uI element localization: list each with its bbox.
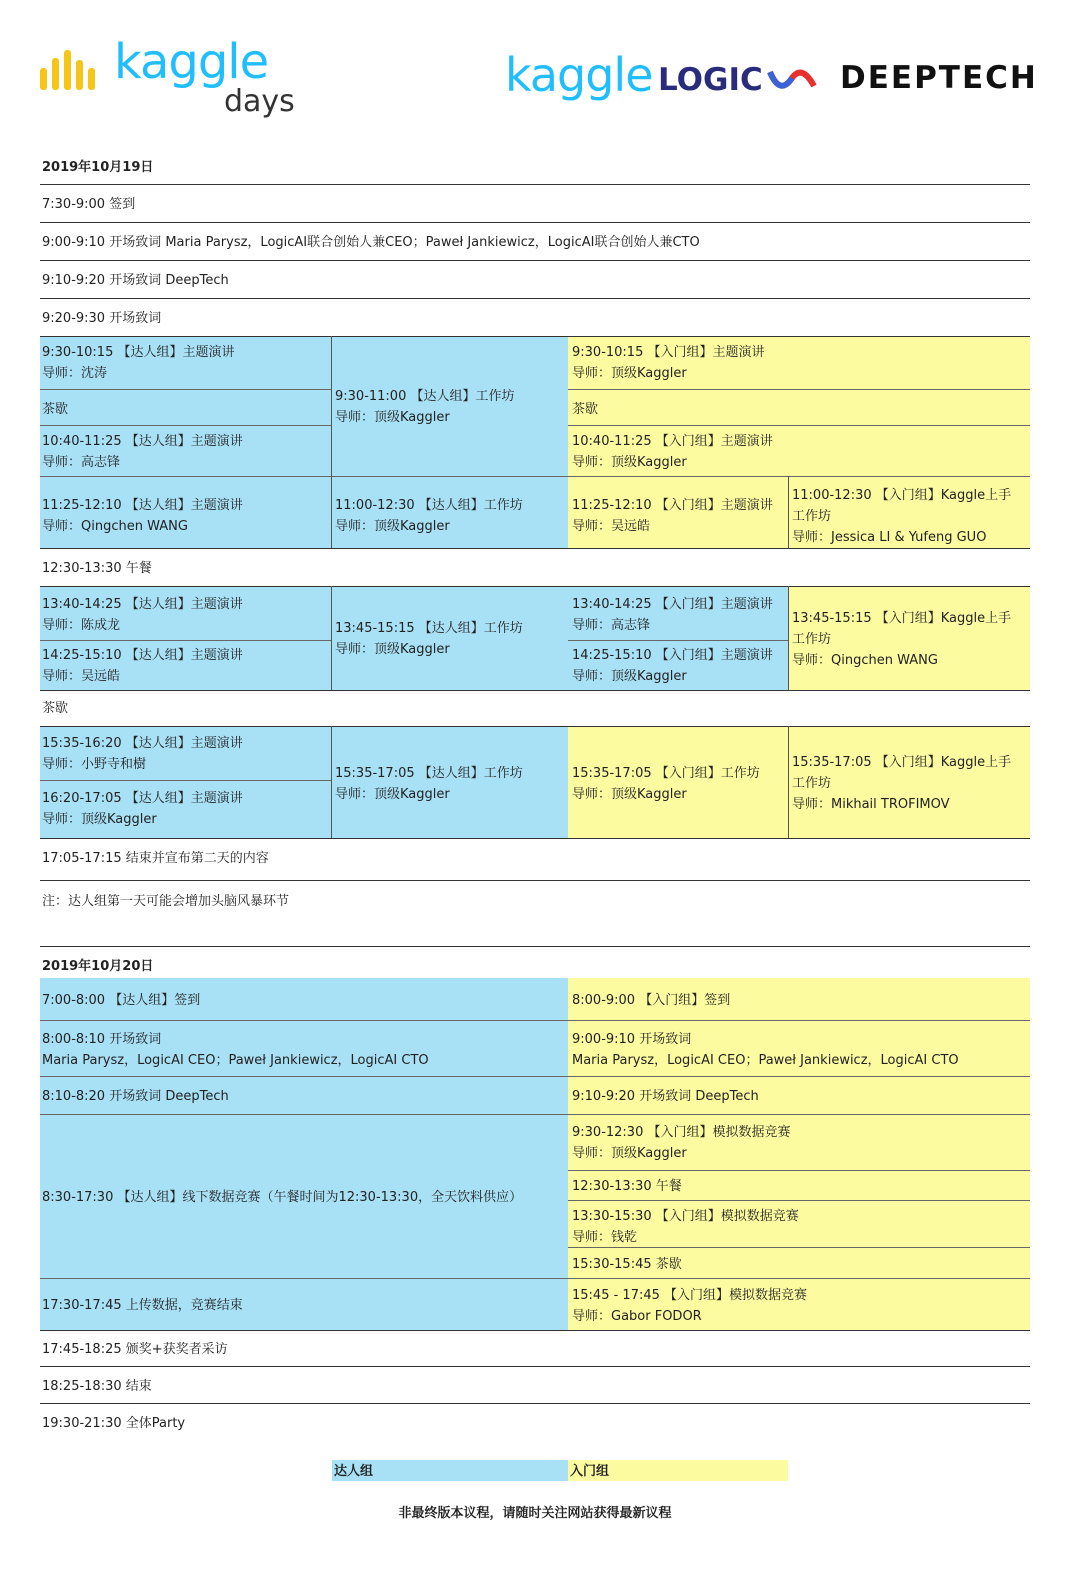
kaggle-days-logo — [36, 36, 306, 126]
day1-row-end: 17:05-17:15 结束并宣布第二天的内容 — [42, 851, 269, 866]
logicai-mark-icon — [766, 64, 818, 94]
day2-beginner-checkin: 8:00-9:00 【入门组】签到 — [572, 993, 731, 1008]
day1-expert-workshop-1: 9:30-11:00 【达人组】工作坊 导师：顶级Kaggler — [335, 389, 515, 425]
sponsor-deeptech-logo: DEEPTECH — [840, 60, 1038, 96]
day1-beginner-kaggle-3: 15:35-17:05 【入门组】Kaggle上手 工作坊 导师：Mikhail TROFIMOV — [792, 755, 1012, 812]
day2-beginner-competition-3: 15:45 - 17:45 【入门组】模拟数据竞赛 导师：Gabor FODOR — [572, 1288, 808, 1324]
day2-beginner-deeptech: 9:10-9:20 开场致词 DeepTech — [572, 1089, 759, 1104]
kaggle-days-wordmark: kaggle — [114, 34, 269, 90]
day2-row-awards: 17:45-18:25 颁奖+获奖者采访 — [42, 1342, 228, 1357]
day1-date: 2019年10月19日 — [42, 160, 154, 175]
day1-beginner-talk-4: 13:40-14:25 【入门组】主题演讲 导师：高志锋 — [572, 597, 773, 633]
day2-beginner-tea: 15:30-15:45 茶歇 — [572, 1257, 682, 1272]
day1-beginner-kaggle-2: 13:45-15:15 【入门组】Kaggle上手 工作坊 导师：Qingchen WANG — [792, 611, 1012, 668]
day1-row-opening: 9:20-9:30 开场致词 — [42, 311, 162, 326]
day1-beginner-workshop: 15:35-17:05 【入门组】工作坊 导师：顶级Kaggler — [572, 766, 760, 802]
day1-expert-workshop-4: 15:35-17:05 【达人组】工作坊 导师：顶级Kaggler — [335, 766, 523, 802]
day2-expert-upload: 17:30-17:45 上传数据，竞赛结束 — [42, 1298, 243, 1313]
day2-expert-opening: 8:00-8:10 开场致词 Maria Parysz，LogicAI CEO；Paweł Jankiewicz，LogicAI CTO — [42, 1032, 429, 1068]
day2-expert-competition: 8:30-17:30 【达人组】线下数据竞赛（午餐时间为12:30-13:30，全天饮料供应） — [42, 1190, 523, 1205]
legend-beginner: 入门组 — [568, 1460, 788, 1481]
kaggle-days-sub: days — [224, 84, 295, 119]
day1-expert-tea-1: 茶歇 — [42, 402, 69, 417]
day1-row-opening-deeptech: 9:10-9:20 开场致词 DeepTech — [42, 273, 229, 288]
day1-beginner-tea-1: 茶歇 — [572, 402, 599, 417]
day1-expert-talk-4: 13:40-14:25 【达人组】主题演讲 导师：陈成龙 — [42, 597, 243, 633]
kaggle-bars-icon — [36, 46, 106, 92]
day1-row-lunch: 12:30-13:30 午餐 — [42, 561, 152, 576]
day2-row-end: 18:25-18:30 结束 — [42, 1379, 152, 1394]
day1-note: 注：达人组第一天可能会增加头脑风暴环节 — [42, 894, 290, 909]
day1-expert-talk-3: 11:25-12:10 【达人组】主题演讲 导师：Qingchen WANG — [42, 498, 243, 534]
day1-row-opening-logicai: 9:00-9:10 开场致词 Maria Parysz，LogicAI联合创始人兼CEO；Paweł Jankiewicz，LogicAI联合创始人兼CTO — [42, 235, 700, 250]
day2-expert-deeptech: 8:10-8:20 开场致词 DeepTech — [42, 1089, 229, 1104]
day2-expert-checkin: 7:00-8:00 【达人组】签到 — [42, 993, 201, 1008]
day2-beginner-competition-1: 9:30-12:30 【入门组】模拟数据竞赛 导师：顶级Kaggler — [572, 1125, 791, 1161]
day1-beginner-talk-3: 11:25-12:10 【入门组】主题演讲 导师：吴远皓 — [572, 498, 773, 534]
day1-beginner-talk-5: 14:25-15:10 【入门组】主题演讲 导师：顶级Kaggler — [572, 648, 773, 684]
day1-expert-workshop-2: 11:00-12:30 【达人组】工作坊 导师：顶级Kaggler — [335, 498, 523, 534]
day1-expert-talk-1: 9:30-10:15 【达人组】主题演讲 导师：沈涛 — [42, 345, 235, 381]
footer-disclaimer: 非最终版本议程，请随时关注网站获得最新议程 — [398, 1506, 672, 1521]
day2-beginner-opening: 9:00-9:10 开场致词 Maria Parysz，LogicAI CEO；Paweł Jankiewicz，LogicAI CTO — [572, 1032, 959, 1068]
day1-expert-talk-5: 14:25-15:10 【达人组】主题演讲 导师：吴远皓 — [42, 648, 243, 684]
day1-expert-talk-7: 16:20-17:05 【达人组】主题演讲 导师：顶级Kaggler — [42, 791, 243, 827]
day2-row-party: 19:30-21:30 全体Party — [42, 1416, 186, 1431]
sponsor-kaggle-logo: kaggle — [505, 48, 653, 102]
day1-beginner-talk-1: 9:30-10:15 【入门组】主题演讲 导师：顶级Kaggler — [572, 345, 765, 381]
day2-beginner-competition-2: 13:30-15:30 【入门组】模拟数据竞赛 导师：钱乾 — [572, 1209, 799, 1245]
legend-expert: 达人组 — [332, 1460, 568, 1481]
day2-date: 2019年10月20日 — [42, 959, 154, 974]
day1-row-tea: 茶歇 — [42, 701, 69, 716]
day1-expert-talk-2: 10:40-11:25 【达人组】主题演讲 导师：高志锋 — [42, 434, 243, 470]
day1-expert-workshop-3: 13:45-15:15 【达人组】工作坊 导师：顶级Kaggler — [335, 621, 523, 657]
sponsor-logicai-logo: LOGIC — [658, 62, 818, 102]
day2-beginner-lunch: 12:30-13:30 午餐 — [572, 1179, 682, 1194]
day1-expert-talk-6: 15:35-16:20 【达人组】主题演讲 导师：小野寺和樹 — [42, 736, 243, 772]
day1-row-checkin: 7:30-9:00 签到 — [42, 197, 136, 212]
day1-beginner-talk-2: 10:40-11:25 【入门组】主题演讲 导师：顶级Kaggler — [572, 434, 773, 470]
day1-beginner-kaggle-1: 11:00-12:30 【入门组】Kaggle上手 工作坊 导师：Jessica LI & Yufeng GUO — [792, 488, 1012, 545]
